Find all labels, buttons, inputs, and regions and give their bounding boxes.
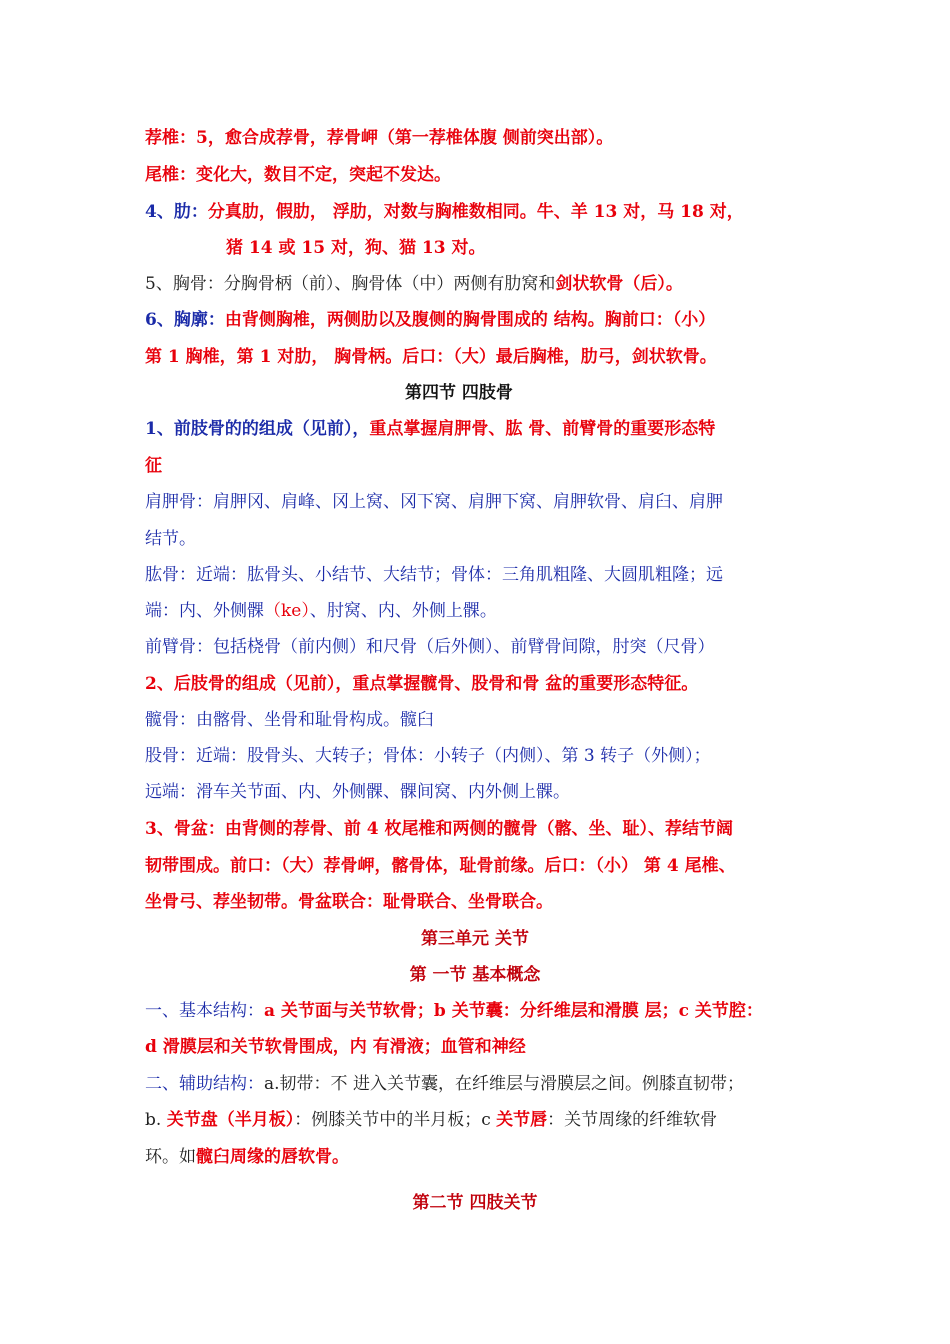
line-text: 二、辅助结构： xyxy=(145,1074,264,1094)
line-text: 荐椎：5，愈合成荐骨，荐骨岬（第一荐椎体腹 侧前突出部）。 xyxy=(145,128,614,148)
line-text: 、肘窝、内、外侧上髁。 xyxy=(309,601,497,621)
line-text: a.韧带：不 进入关节囊，在纤维层与滑膜层之间。例膝直韧带； xyxy=(264,1074,744,1094)
text-line xyxy=(145,127,613,149)
line-text: 髋骨：由髂骨、坐骨和耻骨构成。髋臼 xyxy=(145,710,434,730)
line-text: 重点掌握肩胛骨、肱 骨、前臂骨的重要形态特 xyxy=(369,419,716,439)
text-line xyxy=(145,891,553,913)
section-heading xyxy=(0,964,950,986)
text-line xyxy=(145,1073,744,1095)
line-text: 环。如 xyxy=(145,1147,196,1167)
line-text: 韧带围成。前口：（大）荐骨岬，髂骨体，耻骨前缘。后口：（小） 第 4 尾椎、 xyxy=(145,856,736,876)
line-text: 征 xyxy=(145,456,162,476)
text-line xyxy=(145,491,723,513)
text-line xyxy=(145,1000,763,1022)
line-text: 第二节 四肢关节 xyxy=(412,1193,538,1213)
text-line xyxy=(145,201,744,223)
text-line xyxy=(145,528,196,550)
line-text: b. xyxy=(145,1110,162,1130)
text-line xyxy=(145,709,434,731)
line-text: ：例膝关节中的半月板；c xyxy=(294,1110,491,1130)
text-line xyxy=(145,673,698,695)
line-text: 远端：滑车关节面、内、外侧髁、髁间窝、内外侧上髁。 xyxy=(145,782,570,802)
text-line xyxy=(145,1109,717,1131)
line-text: 6、胸廓： xyxy=(145,310,225,330)
line-text: d 滑膜层和关节软骨围成，内 有滑液；血管和神经 xyxy=(145,1037,526,1057)
text-line xyxy=(145,273,683,295)
line-text: 第 一节 基本概念 xyxy=(409,965,541,985)
line-text: 尾椎：变化大，数目不定，突起不发达。 xyxy=(145,165,451,185)
line-text: 一、基本结构： xyxy=(145,1001,264,1021)
text-line xyxy=(145,1146,349,1168)
line-text: 前臂骨：包括桡骨（前内侧）和尺骨（后外侧）、前臂骨间隙，肘突（尺骨） xyxy=(145,637,715,657)
line-text: 关节盘（半月板） xyxy=(166,1110,295,1130)
text-line xyxy=(226,237,485,259)
line-text: ：关节周缘的纤维软骨 xyxy=(547,1110,718,1130)
text-line xyxy=(145,818,733,840)
unit-heading xyxy=(0,928,950,950)
line-text: 第三单元 关节 xyxy=(421,929,529,949)
line-text: 结节。 xyxy=(145,529,196,549)
text-line xyxy=(145,164,451,186)
text-line xyxy=(145,636,715,658)
line-text: 分真肋，假肋， 浮肋，对数与胸椎数相同。牛、羊 13 对，马 18 对， xyxy=(207,202,744,222)
line-text: a 关节面与关节软骨；b 关节囊：分纤维层和滑膜 层；c 关节腔： xyxy=(264,1001,763,1021)
line-text: 1、前肢骨的的组成（见前）， xyxy=(145,419,370,439)
text-line xyxy=(145,855,736,877)
text-line xyxy=(145,1036,526,1058)
line-text: 坐骨弓、荐坐韧带。骨盆联合：耻骨联合、坐骨联合。 xyxy=(145,892,553,912)
line-text: 由背侧胸椎，两侧肋以及腹侧的胸骨围成的 结构。胸前口：（小） xyxy=(224,310,716,330)
line-text: 关节唇 xyxy=(496,1110,548,1130)
line-text: 5、胸骨：分胸骨柄（前）、胸骨体（中）两侧有肋窝和 xyxy=(145,274,556,294)
line-text: 第 1 胸椎，第 1 对肋， 胸骨柄。后口：（大）最后胸椎，肋弓，剑状软骨。 xyxy=(145,347,717,367)
text-line xyxy=(145,745,711,767)
line-text: 第四节 四肢骨 xyxy=(405,383,513,403)
line-text: （ke） xyxy=(264,601,310,621)
line-text: 3、骨盆： xyxy=(145,819,225,839)
line-text: 肱骨：近端：肱骨头、小结节、大结节；骨体：三角肌粗隆、大圆肌粗隆；远 xyxy=(145,565,723,585)
line-text: 髋臼周缘的唇软骨。 xyxy=(196,1147,349,1167)
line-text: 重点掌握髋骨、股骨和骨 盆的重要形态特征。 xyxy=(352,674,699,694)
line-text: 猪 14 或 15 对，狗、猫 13 对。 xyxy=(226,238,486,258)
section-heading xyxy=(0,1192,950,1214)
section-heading xyxy=(405,382,513,404)
text-line xyxy=(145,418,715,440)
line-text: 股骨：近端：股骨头、大转子；骨体：小转子（内侧）、第 3 转子（外侧）； xyxy=(145,746,711,766)
line-text: 2、后肢骨的组成（见前）， xyxy=(145,674,353,694)
line-text: 由背侧的荐骨、前 4 枚尾椎和两侧的髋骨（髂、坐、耻）、荐结节阔 xyxy=(224,819,734,839)
text-line xyxy=(145,346,717,368)
text-line xyxy=(145,781,570,803)
line-text: 剑状软骨（后）。 xyxy=(555,274,683,294)
text-line xyxy=(145,564,723,586)
text-line xyxy=(145,309,715,331)
line-text: 肩胛骨：肩胛冈、肩峰、冈上窝、冈下窝、肩胛下窝、肩胛软骨、肩臼、肩胛 xyxy=(145,492,723,512)
line-text: 4、肋： xyxy=(145,202,208,222)
text-line xyxy=(145,600,497,622)
line-text: 端：内、外侧髁 xyxy=(145,601,264,621)
text-line xyxy=(145,455,162,477)
